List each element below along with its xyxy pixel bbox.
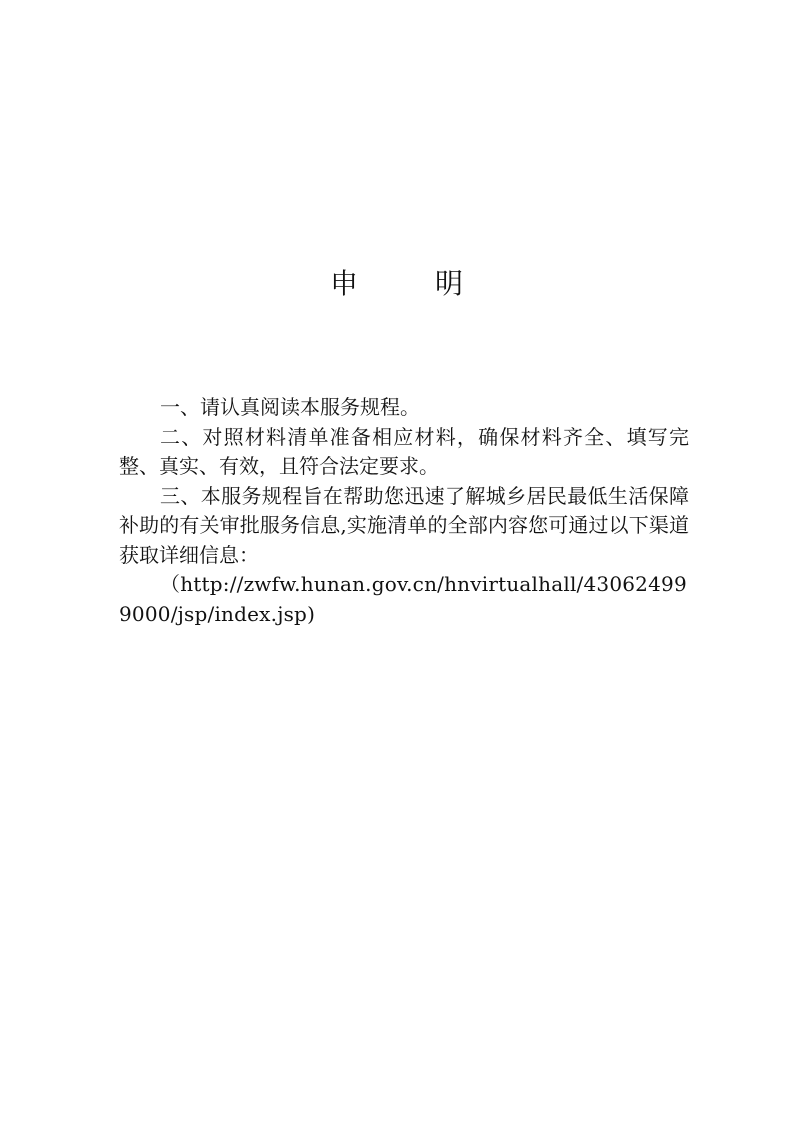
declaration-item-2: 二、对照材料清单准备相应材料，确保材料齐全、填写完整、真实、有效，且符合法定要求。 xyxy=(119,424,689,478)
service-url: （http://zwfw.hunan.gov.cn/hnvirtualhall/430624999000/jsp/index.jsp) xyxy=(119,572,687,626)
declaration-body xyxy=(119,393,689,629)
declaration-item-1: 一、请认真阅读本服务规程。 xyxy=(160,395,420,419)
page-title: 申 明 xyxy=(330,267,497,300)
declaration-item-3: 三、本服务规程旨在帮助您迅速了解城乡居民最低生活保障补助的有关审批服务信息,实施清单的全部内容您可通过以下渠道获取详细信息： xyxy=(119,483,689,567)
